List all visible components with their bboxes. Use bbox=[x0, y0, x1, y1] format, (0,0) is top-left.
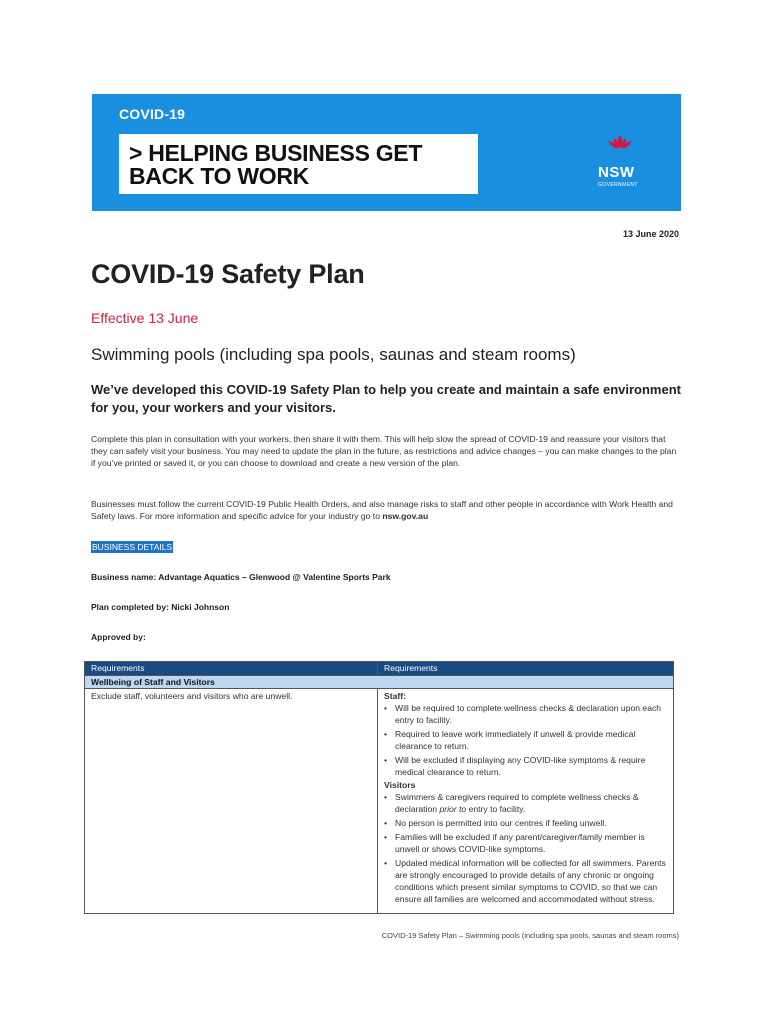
requirement-cell: Exclude staff, volunteers and visitors who are unwell. bbox=[85, 689, 378, 913]
business-name: Business name: Advantage Aquatics – Glenwood @ Valentine Sports Park bbox=[91, 572, 391, 582]
staff-item-text: Will be required to complete wellness checks & declaration upon each entry to facility. bbox=[395, 703, 662, 726]
banner-headline-line1: > HELPING BUSINESS GET bbox=[129, 140, 423, 166]
visitor-item-emphasis: prior to bbox=[439, 804, 467, 815]
effective-date: Effective 13 June bbox=[91, 310, 199, 326]
compliance-paragraph bbox=[91, 498, 681, 522]
banner-headline-line2: BACK TO WORK bbox=[129, 163, 309, 189]
list-item bbox=[384, 702, 667, 726]
staff-label: Staff: bbox=[384, 691, 406, 701]
visitor-item-text: Swimmers & caregivers required to complete wellness checks & declaration bbox=[395, 792, 639, 815]
visitor-item-text: Updated medical information will be collected for all swimmers. Parents are strongly encouraged to provide details of any chronic or ongoing conditions which present similar symptoms to COVID, so that we can ensure all families are welcomed and accommodated without stress. bbox=[395, 857, 666, 905]
nsw-logo-subtext: GOVERNMENT bbox=[598, 182, 638, 188]
document-date: 13 June 2020 bbox=[622, 229, 679, 239]
compliance-text: Businesses must follow the current COVID-19 Public Health Orders, and also manage risks to staff and other people in accordance with Work Health and Safety laws. For more information and specific advice for your industry go to bbox=[91, 499, 673, 521]
staff-list bbox=[384, 702, 667, 778]
bullet: • bbox=[384, 703, 388, 713]
nsw-gov-link[interactable]: nsw.gov.au bbox=[382, 511, 429, 521]
covid-banner bbox=[92, 94, 681, 211]
business-details-label: BUSINESS DETAILS bbox=[92, 542, 173, 552]
intro-heading: We’ve developed this COVID-19 Safety Plan to help you create and maintain a safe environment for you, your workers and your visitors. bbox=[91, 382, 681, 415]
completed-by: Plan completed by: Nicki Johnson bbox=[91, 602, 230, 612]
section-heading: Wellbeing of Staff and Visitors bbox=[85, 675, 673, 689]
list-item bbox=[384, 831, 667, 855]
bullet: • bbox=[384, 728, 388, 739]
page-footer: COVID-19 Safety Plan – Swimming pools (including spa pools, saunas and steam rooms) bbox=[381, 931, 679, 940]
plan-subtitle: Swimming pools (including spa pools, saunas and steam rooms) bbox=[91, 345, 576, 364]
header-requirements-right: Requirements bbox=[384, 663, 438, 673]
staff-item-text: Required to leave work immediately if unwell & provide medical clearance to return. bbox=[395, 728, 636, 752]
bullet: • bbox=[384, 831, 388, 842]
list-item bbox=[384, 791, 667, 815]
visitors-list bbox=[384, 791, 667, 905]
banner-tag: COVID-19 bbox=[119, 106, 186, 122]
table-row bbox=[85, 689, 673, 913]
visitors-label: Visitors bbox=[384, 780, 416, 791]
list-item bbox=[384, 754, 667, 778]
bullet: • bbox=[384, 754, 388, 765]
banner-headline-box bbox=[119, 134, 478, 194]
page-title: COVID-19 Safety Plan bbox=[91, 259, 365, 289]
response-cell bbox=[378, 689, 673, 913]
bullet: • bbox=[384, 792, 388, 803]
waratah-icon bbox=[596, 134, 648, 164]
header-requirements-left: Requirements bbox=[85, 662, 378, 675]
visitor-item-text: Families will be excluded if any parent/caregiver/family member is unwell or shows COVID-like symptoms. bbox=[395, 831, 645, 855]
list-item bbox=[384, 817, 667, 829]
staff-item-text: Will be excluded if displaying any COVID-like symptoms & require medical clearance to return. bbox=[395, 754, 646, 778]
list-item bbox=[384, 857, 667, 906]
visitor-item-text-end: entry to facility. bbox=[466, 804, 526, 815]
approved-by: Approved by: bbox=[91, 632, 146, 642]
bullet: • bbox=[384, 857, 388, 868]
requirements-table bbox=[84, 661, 674, 914]
list-item bbox=[384, 728, 667, 752]
table-header bbox=[85, 662, 673, 675]
nsw-logo-text: NSW bbox=[598, 164, 635, 181]
bullet: • bbox=[384, 818, 388, 829]
visitor-item-text: No person is permitted into our centres if feeling unwell. bbox=[395, 818, 607, 829]
intro-paragraph: Complete this plan in consultation with your workers, then share it with them. This will help slow the spread of COVID-19 and reassure your visitors that they can safely visit your business. You may need to update the plan in the future, as restrictions and advice changes – you can make changes to the plan if you’ve printed or saved it, or you can choose to download and create a new version of the plan. bbox=[91, 434, 677, 468]
